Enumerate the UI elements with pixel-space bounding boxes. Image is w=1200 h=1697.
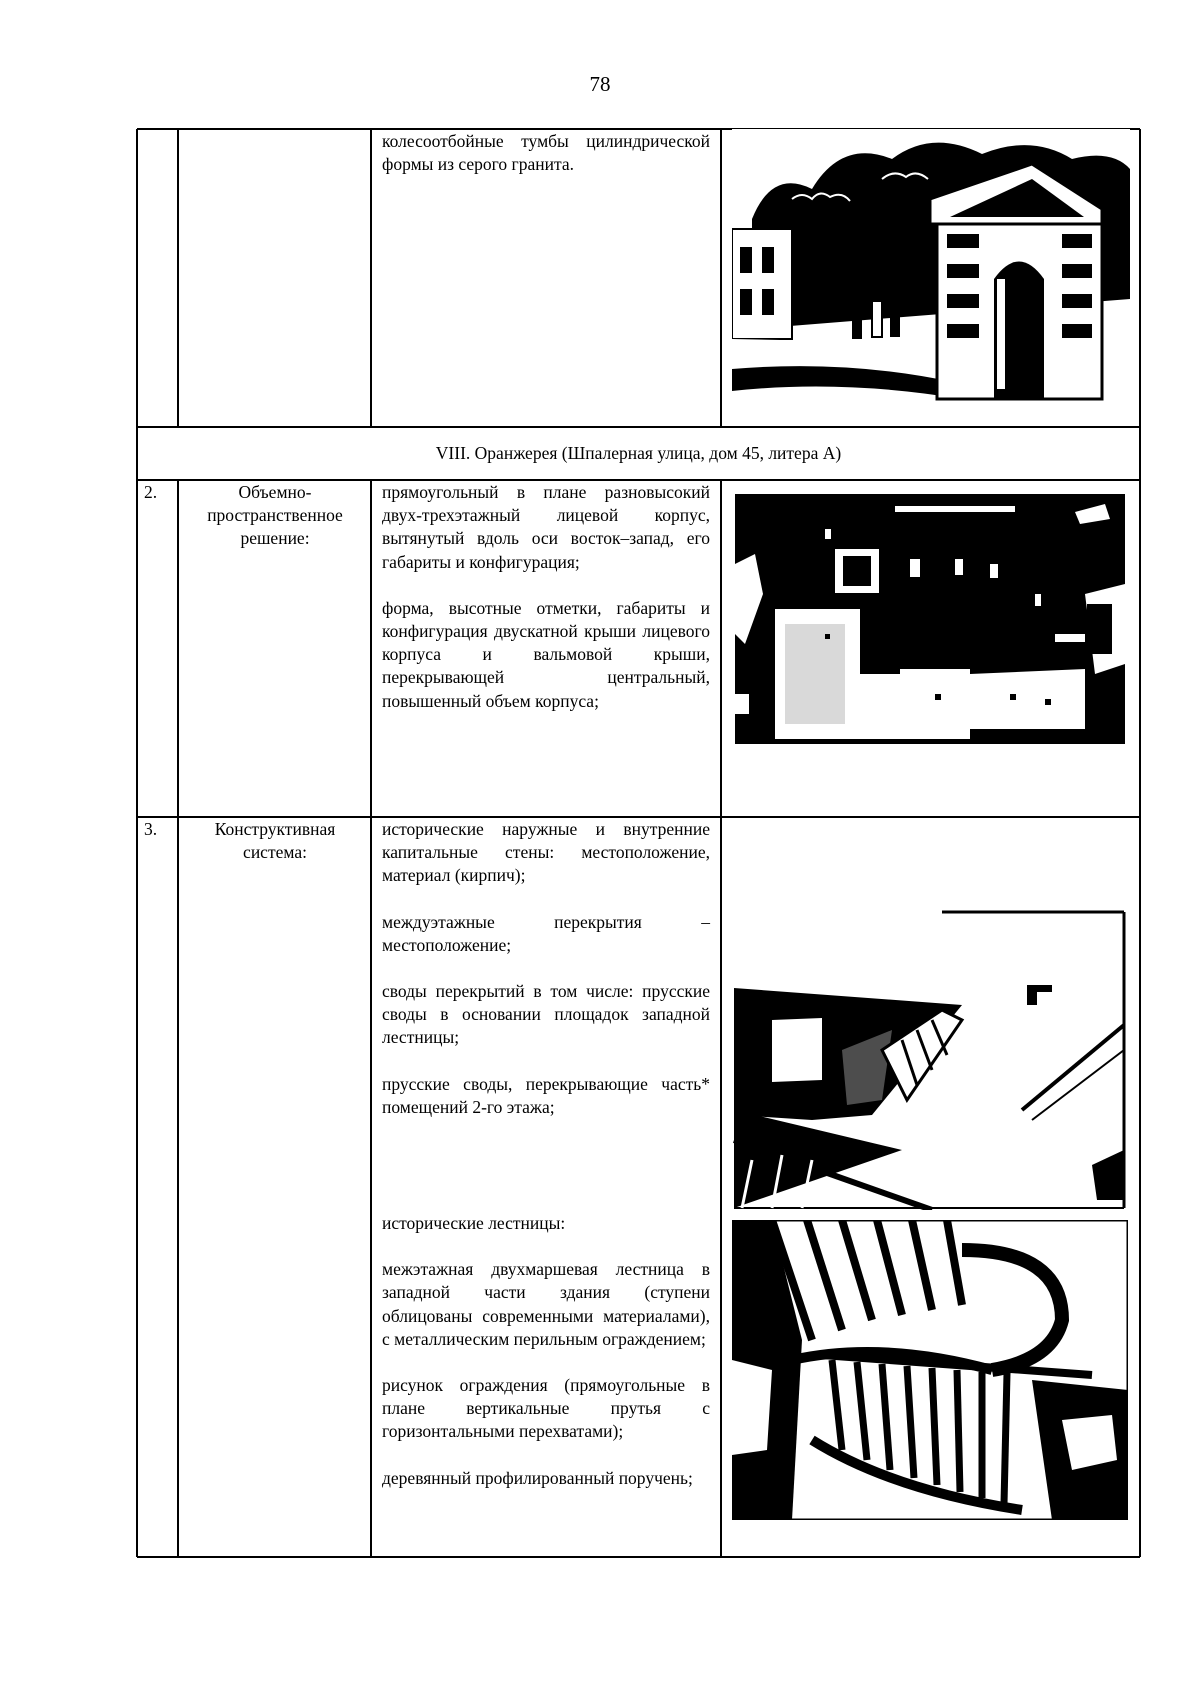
page-number: 78 <box>589 72 611 96</box>
row-3-paragraph: своды перекрытий в том числе: прусские своды в основании площадок западной лестницы; <box>382 981 710 1048</box>
row-3-description-upper <box>382 818 710 1119</box>
row-3-title <box>200 818 350 864</box>
pavilion-photo <box>732 129 1130 417</box>
row-top-description <box>382 130 710 176</box>
row-3-paragraph: исторические лестницы: <box>382 1213 566 1233</box>
row-3-number-text: 3. <box>144 819 158 839</box>
row-top-description-text: колесоотбойные тумбы цилиндрической формы из серого гранита. <box>382 131 710 175</box>
row-3-paragraph: деревянный профилированный поручень; <box>382 1467 693 1488</box>
row-2-paragraph: форма, высотные отметки, габариты и конфигурация двускатной крыши лицевого корпуса и вальмовой крыши, перекрывающей центральный, повышенный объем корпуса; <box>382 597 710 711</box>
row-2-number-text: 2. <box>144 482 158 502</box>
aerial-roof-photo <box>735 494 1125 744</box>
row-3-description-lower <box>382 1212 710 1490</box>
row-3-paragraph: рисунок ограждения (прямоугольные в плане вертикальные прутья с горизонтальными перехватами); <box>382 1375 710 1442</box>
row-3-paragraph: исторические наружные и внутренние капитальные стены: местоположение, материал (кирпич); <box>382 819 710 886</box>
row-2-description <box>382 481 710 713</box>
row-3-paragraph: межэтажная двухмаршевая лестница в западной части здания (ступени облицованы современными материалами), с металлическим перильным ограждением; <box>382 1259 710 1349</box>
row-3-number <box>144 818 174 841</box>
section-header <box>137 442 1140 465</box>
row-2-number <box>144 481 174 504</box>
row-3-paragraph: междуэтажные перекрытия – местоположение; <box>382 911 710 955</box>
row-2-title-text: Объемно-пространственное решение: <box>207 482 343 549</box>
section-header-text: VIII. Оранжерея (Шпалерная улица, дом 45, литера А) <box>435 443 842 463</box>
row-2-paragraph: прямоугольный в плане разновысокий двух-трехэтажный лицевой корпус, вытянутый вдоль оси восток–запад, его габариты и конфигурация; <box>382 482 710 572</box>
vault-photo <box>732 910 1127 1210</box>
row-3-title-text: Конструктивная система: <box>214 819 336 863</box>
staircase-photo <box>732 1220 1128 1520</box>
row-3-paragraph: прусские своды, перекрывающие часть* помещений 2-го этажа; <box>382 1073 710 1117</box>
row-2-title <box>200 481 350 551</box>
